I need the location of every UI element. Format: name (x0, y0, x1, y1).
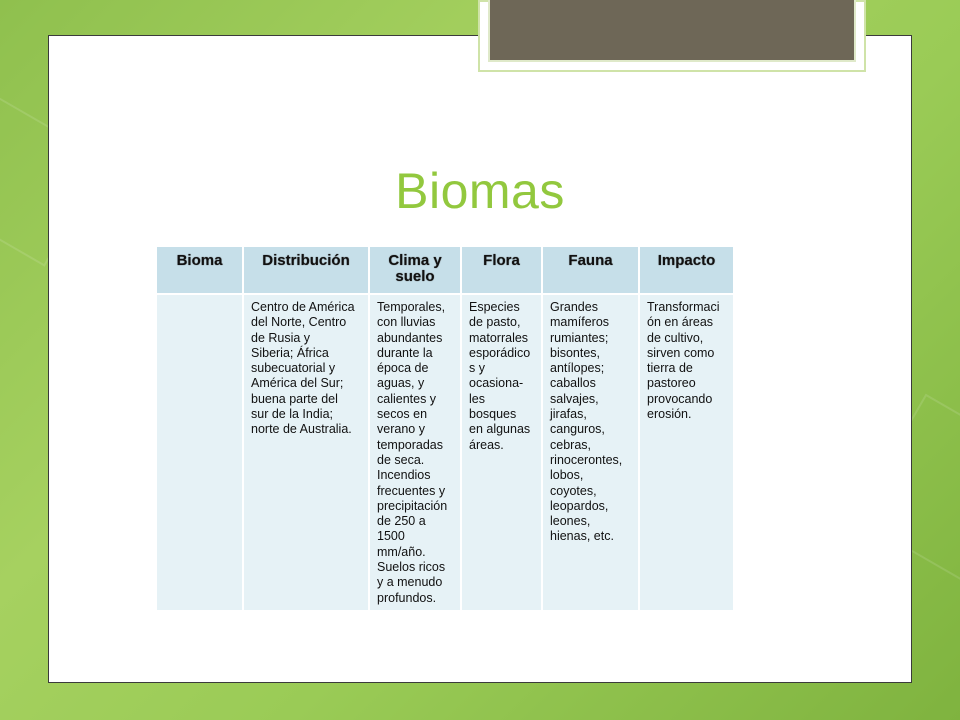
title-tab-block (488, 0, 856, 62)
biomes-table (155, 245, 735, 612)
header-fauna: Fauna (542, 246, 639, 294)
cell-distribucion: Centro de América del Norte, Centro de Rusia y Siberia; África subecuatorial y América del Sur; buena parte del sur de la India; norte de Australia. (243, 294, 369, 611)
cell-flora: Especies de pasto, matorrales esporádico s y ocasiona- les bosques en algunas áreas. (461, 294, 542, 611)
table-header-row (156, 246, 734, 294)
cell-fauna: Grandes mamíferos rumiantes; bisontes, antílopes; caballos salvajes, jirafas, canguros, cebras, rinocerontes, lobos, coyotes, leopardos, leones, hienas, etc. (542, 294, 639, 611)
header-flora: Flora (461, 246, 542, 294)
cell-clima-suelo: Temporales, con lluvias abundantes durante la época de aguas, y calientes y secos en verano y temporadas de seca. Incendios frecuentes y precipitación de 250 a 1500 mm/año. Suelos ricos y a menudo profundos. (369, 294, 461, 611)
cell-bioma (156, 294, 243, 611)
header-distribucion: Distribución (243, 246, 369, 294)
header-bioma: Bioma (156, 246, 243, 294)
slide-title: Biomas (395, 163, 565, 219)
header-clima-suelo: Clima y suelo (369, 246, 461, 294)
header-impacto: Impacto (639, 246, 734, 294)
cell-impacto: Transformaci ón en áreas de cultivo, sirven como tierra de pastoreo provocando erosión. (639, 294, 734, 611)
table-row (156, 294, 734, 611)
